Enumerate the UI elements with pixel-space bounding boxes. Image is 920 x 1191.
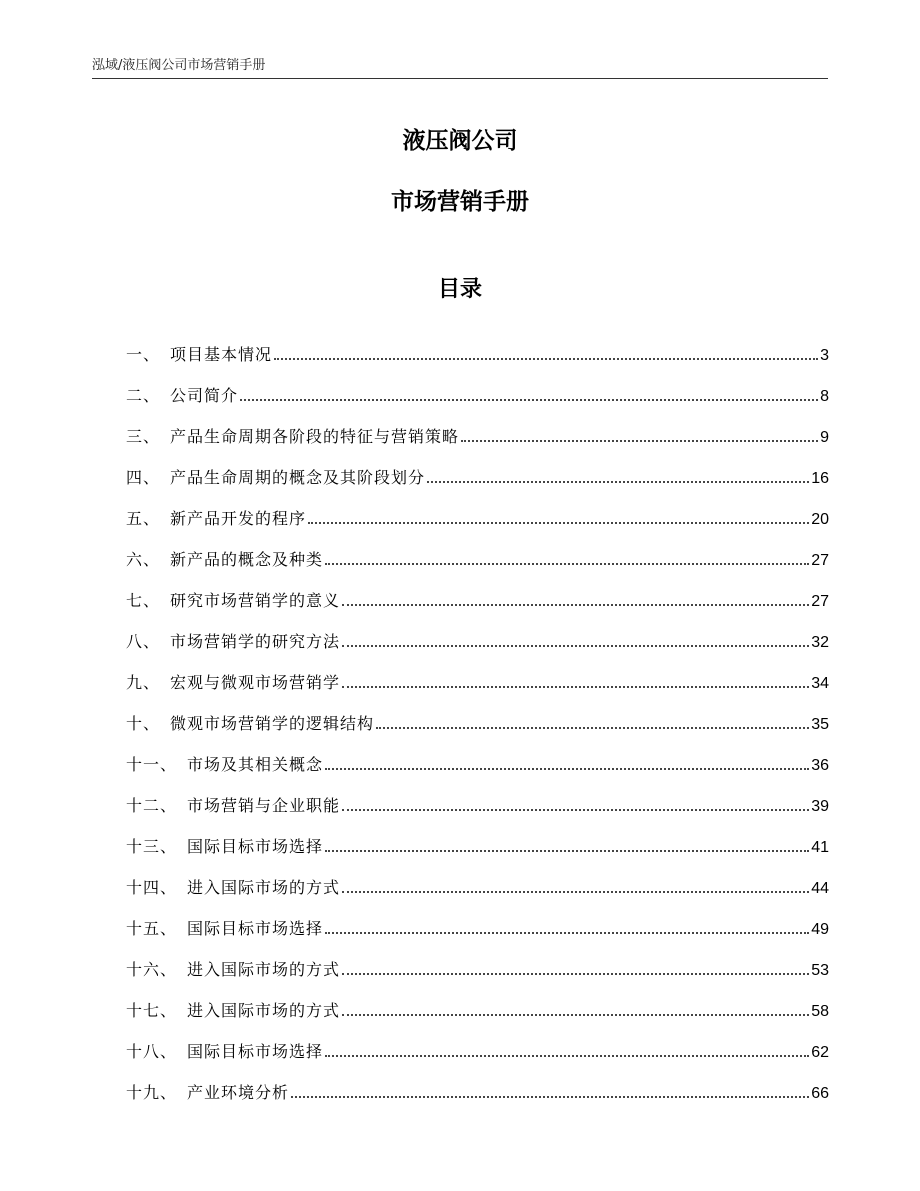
toc-entry-title: 产业环境分析: [187, 1083, 290, 1102]
toc-entry-page: 36: [811, 757, 829, 774]
toc-entry-page: 44: [811, 880, 829, 897]
toc-dot-leader: [342, 645, 809, 647]
toc-entry-title: 进入国际市场的方式: [187, 1001, 341, 1020]
toc-entry-number: 二、: [126, 386, 161, 405]
toc-dot-leader: [325, 1055, 809, 1057]
toc-entry[interactable]: [126, 734, 829, 775]
toc-entry-page: 41: [811, 839, 829, 856]
toc-entry-page: 66: [811, 1085, 829, 1102]
toc-entry-title: 市场营销与企业职能: [187, 796, 341, 815]
toc-entry-page: 27: [811, 593, 829, 610]
table-of-contents: [126, 324, 829, 1103]
toc-entry-page: 34: [811, 675, 829, 692]
toc-entry-number: 九、: [126, 673, 161, 692]
toc-entry-number: 八、: [126, 632, 161, 651]
toc-entry-page: 3: [820, 347, 829, 364]
toc-entry-page: 62: [811, 1044, 829, 1061]
toc-entry[interactable]: [126, 611, 829, 652]
toc-dot-leader: [342, 809, 809, 811]
toc-dot-leader: [325, 563, 809, 565]
toc-entry-title: 市场营销学的研究方法: [170, 632, 341, 651]
toc-entry-page: 39: [811, 798, 829, 815]
toc-entry-title: 产品生命周期各阶段的特征与营销策略: [170, 427, 460, 446]
toc-entry-page: 53: [811, 962, 829, 979]
toc-dot-leader: [325, 850, 809, 852]
toc-dot-leader: [308, 522, 809, 524]
toc-dot-leader: [342, 604, 809, 606]
running-header: 泓域/液压阀公司市场营销手册: [92, 58, 266, 73]
toc-entry-title: 进入国际市场的方式: [187, 878, 341, 897]
toc-entry[interactable]: [126, 898, 829, 939]
toc-entry-number: 三、: [126, 427, 161, 446]
toc-entry-number: 六、: [126, 550, 161, 569]
toc-entry-title: 国际目标市场选择: [187, 1042, 324, 1061]
toc-entry-title: 研究市场营销学的意义: [170, 591, 341, 610]
toc-entry-title: 国际目标市场选择: [187, 919, 324, 938]
toc-dot-leader: [342, 891, 809, 893]
toc-entry-number: 十一、: [126, 755, 178, 774]
toc-entry[interactable]: [126, 324, 829, 365]
toc-entry[interactable]: [126, 365, 829, 406]
toc-dot-leader: [342, 686, 809, 688]
toc-entry[interactable]: [126, 857, 829, 898]
toc-entry-page: 20: [811, 511, 829, 528]
toc-dot-leader: [325, 768, 809, 770]
toc-entry-number: 十八、: [126, 1042, 178, 1061]
toc-dot-leader: [274, 358, 818, 360]
toc-dot-leader: [427, 481, 809, 483]
toc-entry[interactable]: [126, 980, 829, 1021]
toc-entry-title: 宏观与微观市场营销学: [170, 673, 341, 692]
toc-entry[interactable]: [126, 488, 829, 529]
toc-entry-page: 58: [811, 1003, 829, 1020]
toc-heading: 目录: [437, 277, 482, 302]
toc-entry[interactable]: [126, 939, 829, 980]
toc-entry-title: 公司简介: [170, 386, 239, 405]
toc-entry-page: 8: [820, 388, 829, 405]
toc-entry-title: 进入国际市场的方式: [187, 960, 341, 979]
toc-entry-number: 十四、: [126, 878, 178, 897]
toc-entry[interactable]: [126, 816, 829, 857]
toc-entry-number: 十五、: [126, 919, 178, 938]
toc-entry-number: 十六、: [126, 960, 178, 979]
toc-entry-title: 市场及其相关概念: [187, 755, 324, 774]
toc-dot-leader: [325, 932, 809, 934]
toc-entry[interactable]: [126, 1062, 829, 1103]
toc-entry-title: 项目基本情况: [170, 345, 273, 364]
toc-entry-title: 产品生命周期的概念及其阶段划分: [170, 468, 426, 487]
toc-entry-number: 十七、: [126, 1001, 178, 1020]
toc-dot-leader: [291, 1096, 809, 1098]
toc-entry-title: 微观市场营销学的逻辑结构: [170, 714, 375, 733]
toc-entry-number: 十二、: [126, 796, 178, 815]
toc-entry[interactable]: [126, 529, 829, 570]
toc-entry[interactable]: [126, 447, 829, 488]
toc-dot-leader: [342, 1014, 809, 1016]
toc-entry-page: 9: [820, 429, 829, 446]
toc-entry-number: 七、: [126, 591, 161, 610]
toc-entry[interactable]: [126, 406, 829, 447]
toc-entry-number: 四、: [126, 468, 161, 487]
toc-entry[interactable]: [126, 775, 829, 816]
toc-entry[interactable]: [126, 570, 829, 611]
toc-dot-leader: [240, 399, 818, 401]
toc-entry-number: 一、: [126, 345, 161, 364]
toc-entry-page: 32: [811, 634, 829, 651]
toc-entry[interactable]: [126, 693, 829, 734]
toc-entry-page: 49: [811, 921, 829, 938]
toc-entry-number: 十、: [126, 714, 161, 733]
toc-dot-leader: [461, 440, 818, 442]
toc-dot-leader: [376, 727, 809, 729]
toc-entry[interactable]: [126, 1021, 829, 1062]
toc-entry-page: 16: [811, 470, 829, 487]
toc-dot-leader: [342, 973, 809, 975]
document-title-line1: 液压阀公司: [402, 128, 518, 154]
toc-entry[interactable]: [126, 652, 829, 693]
toc-entry-number: 五、: [126, 509, 161, 528]
toc-entry-title: 新产品的概念及种类: [170, 550, 324, 569]
document-title-line2: 市场营销手册: [391, 189, 529, 215]
toc-entry-number: 十九、: [126, 1083, 178, 1102]
toc-entry-title: 新产品开发的程序: [170, 509, 307, 528]
toc-entry-page: 27: [811, 552, 829, 569]
toc-entry-number: 十三、: [126, 837, 178, 856]
toc-entry-title: 国际目标市场选择: [187, 837, 324, 856]
header-rule: [92, 78, 828, 79]
toc-entry-page: 35: [811, 716, 829, 733]
